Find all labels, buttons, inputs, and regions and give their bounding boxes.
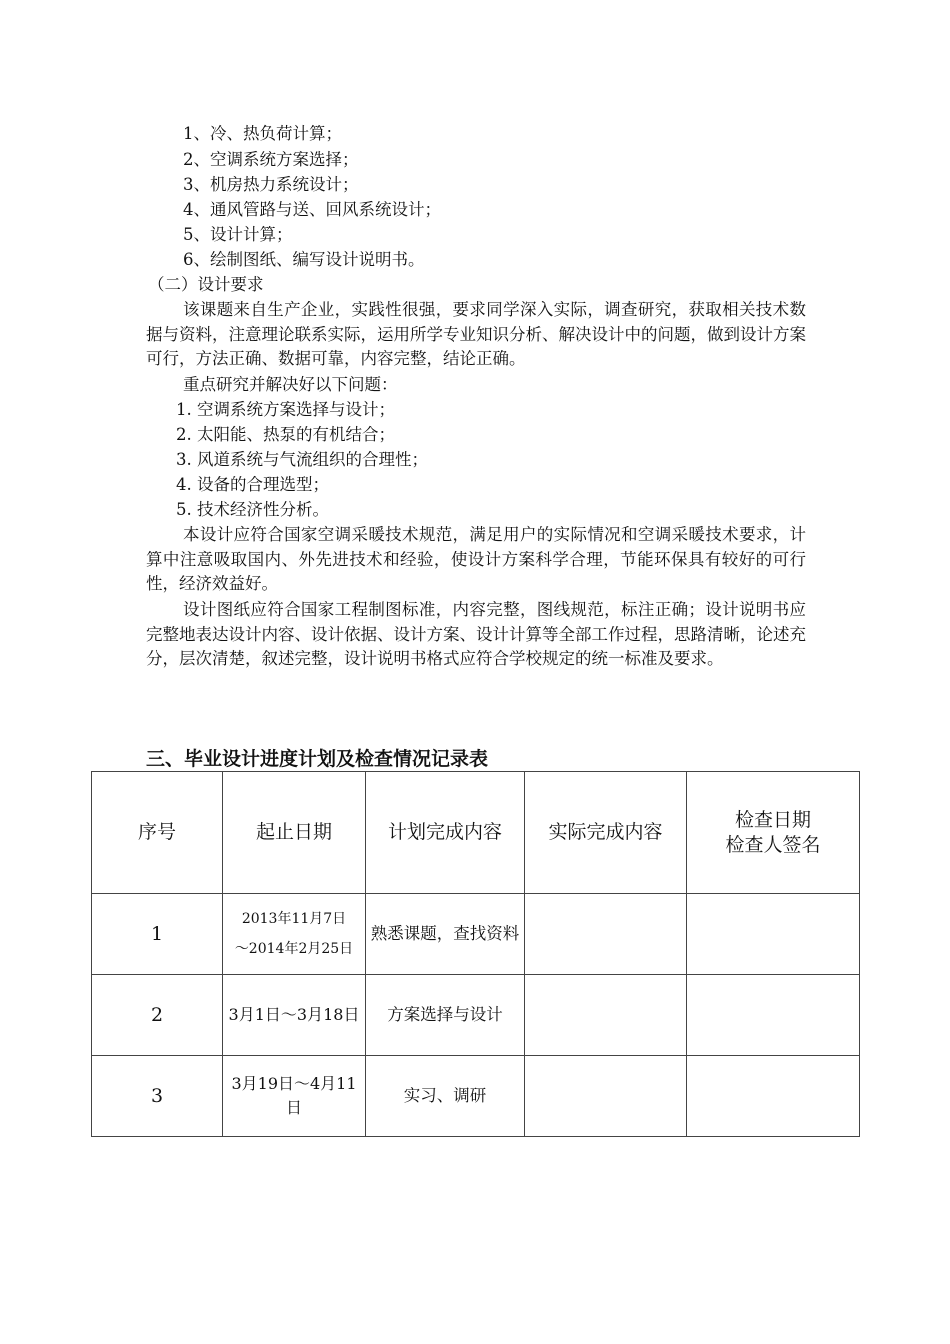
row-check <box>687 1056 860 1137</box>
row-actual <box>525 975 687 1056</box>
requirements-heading: （二）设计要求 <box>148 275 264 294</box>
task-item: 3、机房热力系统设计； <box>183 175 359 194</box>
drawings-paragraph: 设计图纸应符合国家工程制图标准，内容完整，图线规范，标注正确；设计说明书应完整地表达设计内容、设计依据、设计方案、设计计算等全部工作过程，思路清晰，论述充分，层次清楚，叙述完整，设计说明书格式应符合学校规定的统一标准及要求。 <box>146 600 806 668</box>
row-plan: 方案选择与设计 <box>366 975 525 1056</box>
task-item: 2、空调系统方案选择； <box>183 150 359 169</box>
task-item: 5、设计计算； <box>183 225 293 244</box>
row-no: 3 <box>92 1056 223 1137</box>
row-plan: 实习、调研 <box>366 1056 525 1137</box>
header-no: 序号 <box>92 772 223 894</box>
focus-intro: 重点研究并解决好以下问题： <box>183 375 398 394</box>
task-item: 4、通风管路与送、回风系统设计； <box>183 200 441 219</box>
focus-item: 5. 技术经济性分析。 <box>176 500 329 519</box>
header-check-date: 检查日期 <box>734 808 811 831</box>
focus-item: 3. 风道系统与气流组织的合理性； <box>176 450 428 469</box>
focus-item: 1. 空调系统方案选择与设计； <box>176 400 395 419</box>
table-row <box>92 975 860 1056</box>
header-plan: 计划完成内容 <box>366 772 525 894</box>
progress-table <box>91 771 860 1137</box>
header-check-signer: 检查人签名 <box>725 833 821 856</box>
table-row <box>92 1056 860 1137</box>
table-header-row <box>92 772 860 894</box>
task-item: 6、绘制图纸、编写设计说明书。 <box>183 250 425 269</box>
header-check <box>687 772 860 894</box>
row-actual <box>525 1056 687 1137</box>
header-actual: 实际完成内容 <box>525 772 687 894</box>
focus-item: 4. 设备的合理选型； <box>176 475 329 494</box>
row-actual <box>525 894 687 975</box>
row-no: 2 <box>92 975 223 1056</box>
row-date-line: 2013年11月7日 <box>241 911 347 927</box>
standards-paragraph: 本设计应符合国家空调采暖技术规范，满足用户的实际情况和空调采暖技术要求，计算中注意吸取国内、外先进技术和经验，使设计方案科学合理，节能环保具有较好的可行性，经济效益好。 <box>146 525 806 593</box>
row-plan: 熟悉课题，查找资料 <box>366 894 525 975</box>
row-check <box>687 894 860 975</box>
row-dates <box>223 894 366 975</box>
table-row <box>92 894 860 975</box>
row-no: 1 <box>92 894 223 975</box>
row-dates: 3月1日～3月18日 <box>223 975 366 1056</box>
header-dates: 起止日期 <box>223 772 366 894</box>
row-check <box>687 975 860 1056</box>
focus-item: 2. 太阳能、热泵的有机结合； <box>176 425 395 444</box>
row-date-line: ～2014年2月25日 <box>234 941 354 957</box>
task-item: 1、冷、热负荷计算； <box>183 124 342 143</box>
requirements-paragraph: 该课题来自生产企业，实践性很强，要求同学深入实际，调查研究，获取相关技术数据与资料，注意理论联系实际，运用所学专业知识分析、解决设计中的问题，做到设计方案可行，方法正确、数据可靠，内容完整，结论正确。 <box>146 300 806 368</box>
row-dates: 3月19日～4月11日 <box>223 1056 366 1137</box>
section-title: 三、毕业设计进度计划及检查情况记录表 <box>146 748 489 770</box>
